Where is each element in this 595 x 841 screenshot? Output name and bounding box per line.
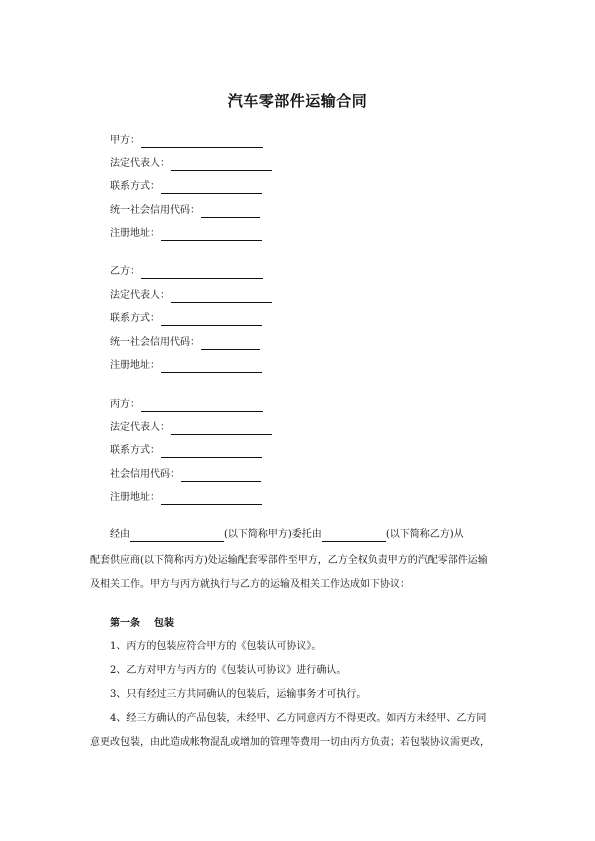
party-a-contact-blank[interactable] bbox=[161, 182, 262, 194]
party-a-address-label: 注册地址： bbox=[110, 228, 160, 239]
party-b-rep-blank[interactable] bbox=[171, 291, 272, 303]
party-c-credit-label: 社会信用代码： bbox=[110, 469, 180, 480]
party-b-contact-field bbox=[110, 312, 262, 326]
article-1-item-1: 1、丙方的包装应符合甲方的《包装认可协议》。 bbox=[110, 641, 322, 652]
article-1-name: 包装 bbox=[154, 618, 174, 629]
party-a-label: 甲方： bbox=[110, 135, 140, 146]
party-c-credit-field bbox=[110, 468, 261, 482]
article-1-item-3: 3、只有经过三方共同确认的包装后，运输事务才可执行。 bbox=[110, 689, 367, 700]
party-b-credit-field bbox=[110, 336, 260, 350]
article-1-heading bbox=[110, 614, 174, 629]
party-a-address-blank[interactable] bbox=[161, 229, 262, 241]
preamble-line-1 bbox=[110, 528, 464, 542]
party-b-address-field bbox=[110, 359, 262, 373]
party-c-credit-blank[interactable] bbox=[181, 470, 261, 482]
preamble-line-3: 及相关工作。甲方与丙方就执行与乙方的运输及相关工作达成如下协议： bbox=[90, 579, 410, 590]
party-c-rep-label: 法定代表人： bbox=[110, 422, 170, 433]
party-c-blank[interactable] bbox=[141, 400, 263, 412]
party-b-contact-blank[interactable] bbox=[161, 314, 262, 326]
party-b-credit-label: 统一社会信用代码： bbox=[110, 337, 200, 348]
article-1-item-4-continuation: 意更改包装，由此造成帐物混乱或增加的管理等费用一切由丙方负责；若包装协议需更改， bbox=[90, 737, 490, 748]
party-b-credit-blank[interactable] bbox=[201, 338, 260, 350]
preamble-part-2: (以下简称甲方)委托由 bbox=[224, 529, 322, 540]
party-a-rep-label: 法定代表人： bbox=[110, 158, 170, 169]
party-c-rep-field bbox=[110, 421, 272, 435]
party-a-field bbox=[110, 134, 263, 148]
preamble-line-2: 配套供应商(以下简称丙方)处运输配套零部件至甲方，乙方全权负责甲方的汽配零部件运输 bbox=[90, 555, 488, 566]
party-c-label: 丙方： bbox=[110, 399, 140, 410]
party-c-rep-blank[interactable] bbox=[171, 423, 272, 435]
party-b-contact-label: 联系方式： bbox=[110, 313, 160, 324]
party-b-blank[interactable] bbox=[141, 267, 263, 279]
party-b-rep-field bbox=[110, 289, 272, 303]
party-a-credit-label: 统一社会信用代码： bbox=[110, 205, 200, 216]
party-c-address-field bbox=[110, 491, 262, 505]
party-a-credit-field bbox=[110, 204, 260, 218]
party-a-address-field bbox=[110, 227, 262, 241]
party-c-field bbox=[110, 398, 263, 412]
article-1-number: 第一条 bbox=[110, 618, 140, 629]
party-c-contact-field bbox=[110, 444, 262, 458]
party-a-credit-blank[interactable] bbox=[201, 206, 260, 218]
party-c-address-label: 注册地址： bbox=[110, 492, 160, 503]
party-a-blank[interactable] bbox=[141, 136, 263, 148]
article-1-item-2: 2、乙方对甲方与丙方的《包装认可协议》进行确认。 bbox=[110, 665, 347, 676]
party-c-address-blank[interactable] bbox=[161, 493, 262, 505]
party-b-address-blank[interactable] bbox=[161, 361, 262, 373]
document-title: 汽车零部件运输合同 bbox=[227, 92, 368, 110]
preamble-part-1: 经由 bbox=[110, 529, 130, 540]
preamble-blank-2[interactable] bbox=[322, 530, 386, 542]
party-b-field bbox=[110, 265, 263, 279]
party-b-address-label: 注册地址： bbox=[110, 360, 160, 371]
preamble-blank-1[interactable] bbox=[130, 530, 224, 542]
party-c-contact-label: 联系方式： bbox=[110, 445, 160, 456]
preamble-part-3: (以下简称乙方)从 bbox=[385, 529, 464, 540]
party-a-rep-field bbox=[110, 157, 272, 171]
party-a-contact-label: 联系方式： bbox=[110, 181, 160, 192]
article-1-item-4: 4、经三方确认的产品包装，未经甲、乙方同意丙方不得更改。如丙方未经甲、乙方同 bbox=[110, 713, 487, 724]
party-b-rep-label: 法定代表人： bbox=[110, 290, 170, 301]
party-b-label: 乙方： bbox=[110, 266, 140, 277]
party-a-contact-field bbox=[110, 180, 262, 194]
party-a-rep-blank[interactable] bbox=[171, 159, 272, 171]
party-c-contact-blank[interactable] bbox=[161, 446, 262, 458]
